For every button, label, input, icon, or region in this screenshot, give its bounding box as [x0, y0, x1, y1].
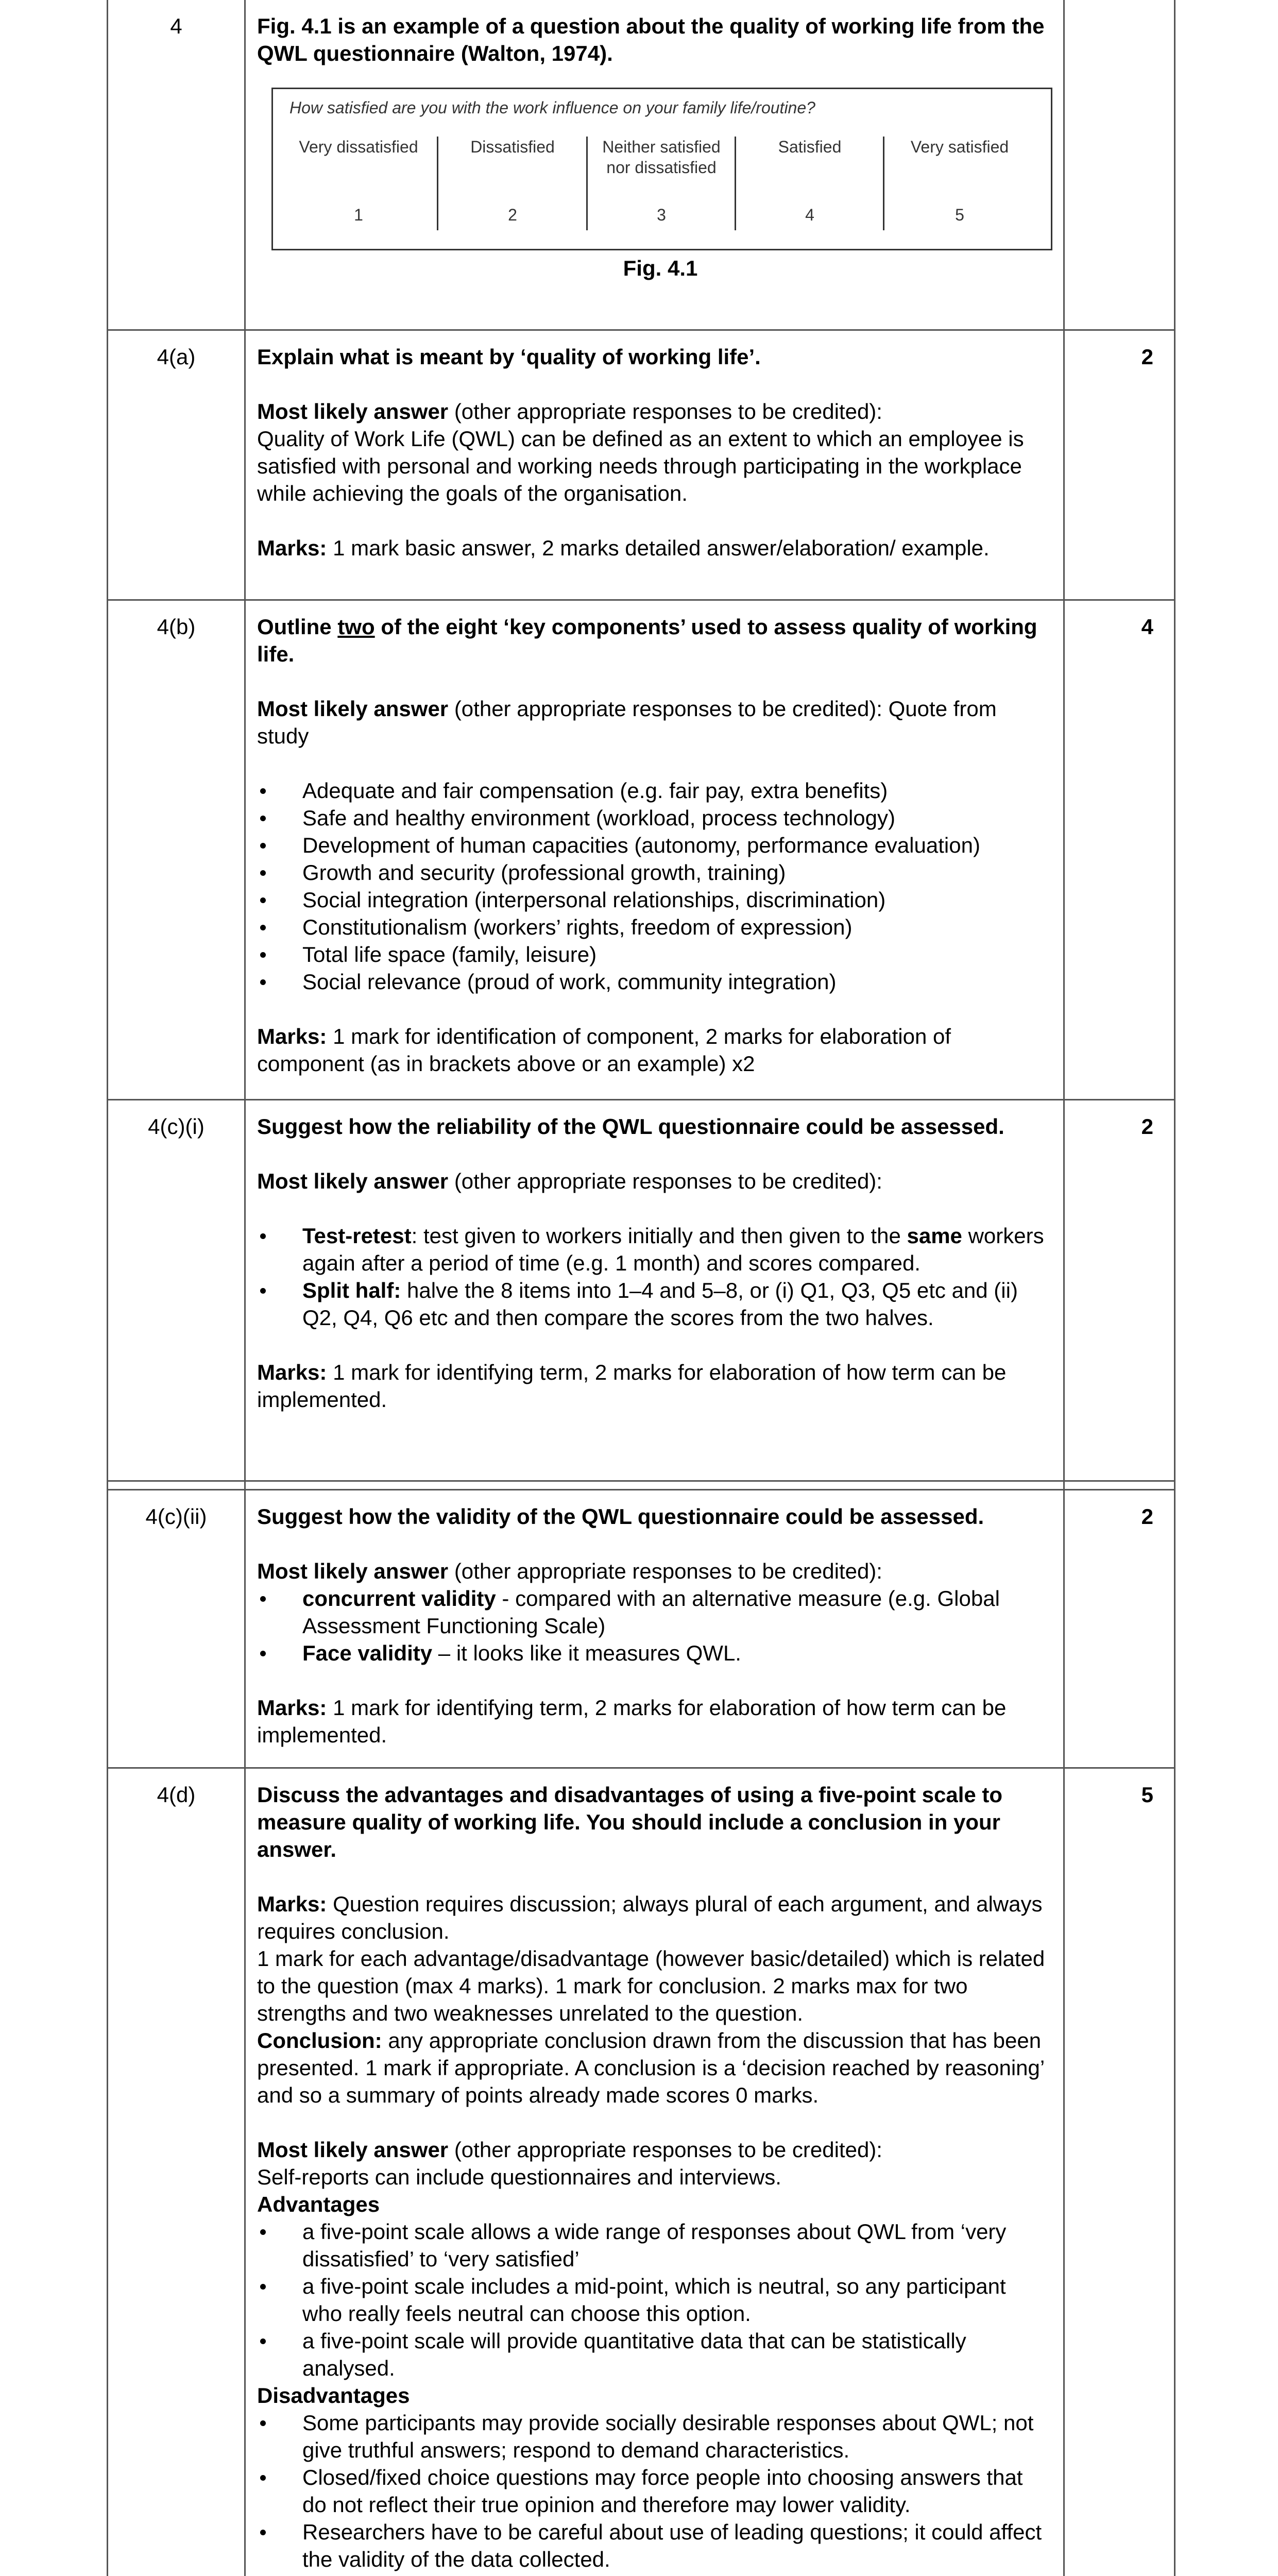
marks-text: 1 mark for identifying term, 2 marks for elaboration of how term can be implemented. — [257, 1695, 1007, 1747]
row-q4d — [108, 1768, 1175, 2576]
question-number-cell — [108, 600, 245, 1099]
marks-cell — [1064, 0, 1175, 330]
marks-guidance-detail: 1 mark for each advantage/disadvantage (however basic/detailed) which is related to the question (max 4 marks). 1 mark for conclusion. 2 marks max for two strengths and two weaknesses unrelated to the question. — [257, 1946, 1045, 2025]
answer-heading: Most likely answer — [257, 2137, 449, 2162]
scale-divider — [883, 137, 884, 230]
marks-label: Marks: — [257, 1024, 327, 1048]
question-number: 4(b) — [157, 614, 196, 639]
disadvantages-heading: Disadvantages — [257, 2383, 410, 2408]
question-content-cell — [245, 600, 1064, 1099]
question-text: Explain what is meant by ‘quality of working life’. — [257, 344, 761, 369]
list-item: concurrent validity - compared with an alternative measure (e.g. Global Assessment Functioning Scale) — [257, 1585, 1051, 1639]
marks-value: 2 — [1141, 1114, 1153, 1139]
answer-intro — [257, 1167, 1051, 1195]
marks-guidance — [257, 1023, 1051, 1077]
list-item: Social relevance (proud of work, community integration) — [257, 968, 1051, 995]
scale-option-value: 4 — [805, 206, 814, 224]
row-q4ci — [108, 1099, 1175, 1481]
question-text: Outline two of the eight ‘key components’ used to assess quality of working life. — [257, 614, 1037, 666]
marks-cell — [1064, 330, 1175, 600]
marks-cell — [1064, 600, 1175, 1099]
disadvantages-list — [257, 2409, 1051, 2573]
question-number-cell — [108, 330, 245, 600]
answer-heading: Most likely answer — [257, 1168, 449, 1193]
marks-value: 2 — [1141, 344, 1153, 369]
list-item: a five-point scale allows a wide range of responses about QWL from ‘very dissatisfied’ to ‘very satisfied’ — [257, 2218, 1051, 2273]
marks-guidance — [257, 1694, 1051, 1749]
list-item: Closed/fixed choice questions may force people into choosing answers that do not reflect their true opinion and therefore may lower validity. — [257, 2464, 1051, 2518]
figure-caption: Fig. 4.1 — [623, 256, 698, 280]
question-content-cell — [245, 1768, 1064, 2576]
scale-option-3 — [588, 137, 735, 230]
marks-label: Marks: — [257, 1695, 327, 1720]
answer-intro-text: Self-reports can include questionnaires and interviews. — [257, 2164, 781, 2189]
marks-value: 4 — [1141, 614, 1153, 639]
advantages-heading: Advantages — [257, 2192, 380, 2216]
list-item: Researchers have to be careful about use of leading questions; it could affect the validity of the data collected. — [257, 2518, 1051, 2573]
answer-text: Quality of Work Life (QWL) can be defined as an extent to which an employee is satisfied with personal and working needs through participating in the workplace while achieving the goals of the organisation. — [257, 426, 1024, 505]
list-item: Face validity – it looks like it measures QWL. — [257, 1639, 1051, 1667]
list-item: Growth and security (professional growth, training) — [257, 859, 1051, 886]
scale-option-label: Very satisfied — [910, 138, 1009, 156]
scale-option-value: 3 — [657, 206, 666, 224]
marks-guidance — [257, 1359, 1051, 1413]
answer-heading-suffix: (other appropriate responses to be credited): — [448, 1168, 882, 1193]
answer-heading: Most likely answer — [257, 696, 449, 721]
scale-option-5 — [885, 137, 1034, 230]
answer-intro — [257, 398, 1051, 425]
marks-cell — [1064, 1768, 1175, 2576]
figure-question: How satisfied are you with the work influence on your family life/routine? — [289, 98, 815, 117]
marks-label: Marks: — [257, 535, 327, 560]
marks-label: Marks: — [257, 1891, 327, 1916]
underlined-word: two — [337, 614, 375, 639]
scale-divider — [735, 137, 736, 230]
question-number: 4 — [170, 14, 182, 38]
answer-heading-suffix: (other appropriate responses to be credited): — [448, 399, 882, 423]
row-q4cii — [108, 1489, 1175, 1768]
marks-value: 5 — [1141, 1782, 1153, 1807]
marks-text: Question requires discussion; always plural of each argument, and always requires conclusion. — [257, 1891, 1043, 1943]
scale-option-label: Satisfied — [778, 138, 842, 156]
answer-intro — [257, 695, 1051, 750]
answer-heading-suffix: (other appropriate responses to be credited): Quote from study — [257, 696, 997, 748]
scale-option-label: Neither satisfied nor dissatisfied — [602, 138, 721, 177]
marks-text: 1 mark for identifying term, 2 marks for elaboration of how term can be implemented. — [257, 1360, 1007, 1412]
list-item: Development of human capacities (autonomy, performance evaluation) — [257, 832, 1051, 859]
question-content-cell — [245, 1489, 1064, 1768]
list-item: Constitutionalism (workers’ rights, freedom of expression) — [257, 913, 1051, 941]
question-content-cell — [245, 330, 1064, 600]
question-number: 4(c)(ii) — [145, 1504, 207, 1529]
answer-intro — [257, 1557, 1051, 1585]
list-item: a five-point scale includes a mid-point, which is neutral, so any participant who really feels neutral can choose this option. — [257, 2273, 1051, 2327]
scale-option-label: Very dissatisfied — [299, 138, 418, 156]
list-item: Split half: halve the 8 items into 1–4 and 5–8, or (i) Q1, Q3, Q5 etc and (ii) Q2, Q4, Q6 etc and then compare the scores from the two halves. — [257, 1277, 1051, 1331]
conclusion-guidance — [257, 2027, 1051, 2109]
answer-intro — [257, 2136, 1051, 2163]
question-stem: Fig. 4.1 is an example of a question about the quality of working life from the QWL questionnaire (Walton, 1974). — [257, 14, 1045, 65]
question-text: Suggest how the validity of the QWL questionnaire could be assessed. — [257, 1504, 984, 1529]
row-q4b — [108, 600, 1175, 1099]
list-item: Test-retest: test given to workers initially and then given to the same workers again after a period of time (e.g. 1 month) and scores compared. — [257, 1222, 1051, 1277]
marks-text: 1 mark for identification of component, 2 marks for elaboration of component (as in brackets above or an example) x2 — [257, 1024, 951, 1076]
list-item: Total life space (family, leisure) — [257, 941, 1051, 968]
component-list — [257, 777, 1051, 995]
row-q4 — [108, 0, 1175, 330]
scale-option-2 — [439, 137, 586, 230]
question-number: 4(c)(i) — [148, 1114, 205, 1139]
marks-text: 1 mark basic answer, 2 marks detailed answer/elaboration/ example. — [327, 535, 990, 560]
answer-heading-suffix: (other appropriate responses to be credited): — [448, 1558, 882, 1583]
scale-option-label: Dissatisfied — [470, 138, 555, 156]
question-number-cell — [108, 0, 245, 330]
question-text: Discuss the advantages and disadvantages of using a five-point scale to measure quality of working life. You should include a conclusion in your answer. — [257, 1782, 1003, 1861]
marks-guidance — [257, 534, 1051, 562]
question-number-cell — [108, 1489, 245, 1768]
question-content-cell — [245, 1099, 1064, 1481]
marks-cell — [1064, 1489, 1175, 1768]
question-number: 4(d) — [157, 1782, 196, 1807]
marks-value: 2 — [1141, 1504, 1153, 1529]
conclusion-label: Conclusion: — [257, 2028, 382, 2053]
list-item: Safe and healthy environment (workload, process technology) — [257, 804, 1051, 832]
answer-heading: Most likely answer — [257, 399, 449, 423]
list-item: a five-point scale will provide quantitative data that can be statistically analysed. — [257, 2327, 1051, 2382]
scale-option-value: 2 — [508, 206, 517, 224]
marks-guidance — [257, 1890, 1051, 1945]
row-separator — [108, 1481, 1175, 1489]
question-text: Suggest how the reliability of the QWL questionnaire could be assessed. — [257, 1114, 1004, 1139]
question-number-cell — [108, 1768, 245, 2576]
scale-divider — [586, 137, 588, 230]
method-list — [257, 1222, 1051, 1331]
mark-scheme-table — [107, 0, 1175, 2576]
answer-heading-suffix: (other appropriate responses to be credited): — [448, 2137, 882, 2162]
answer-heading: Most likely answer — [257, 1558, 449, 1583]
figure-4-1 — [271, 88, 1052, 250]
scale-option-1 — [281, 137, 436, 230]
scale-option-4 — [737, 137, 883, 230]
list-item: Adequate and fair compensation (e.g. fair pay, extra benefits) — [257, 777, 1051, 804]
question-content-cell — [245, 0, 1064, 330]
conclusion-text: any appropriate conclusion drawn from the discussion that has been presented. 1 mark if appropriate. A conclusion is a ‘decision reached by reasoning’ and so a summary of points already made scores 0 marks. — [257, 2028, 1044, 2107]
method-list — [257, 1585, 1051, 1667]
row-q4a — [108, 330, 1175, 600]
marks-label: Marks: — [257, 1360, 327, 1384]
advantages-list — [257, 2218, 1051, 2382]
marks-cell — [1064, 1099, 1175, 1481]
scale-option-value: 1 — [354, 206, 363, 224]
scale-option-value: 5 — [955, 206, 964, 224]
question-number-cell — [108, 1099, 245, 1481]
scale-divider — [437, 137, 438, 230]
list-item: Social integration (interpersonal relationships, discrimination) — [257, 886, 1051, 913]
list-item: Some participants may provide socially desirable responses about QWL; not give truthful answers; respond to demand characteristics. — [257, 2409, 1051, 2464]
question-number: 4(a) — [157, 344, 196, 369]
